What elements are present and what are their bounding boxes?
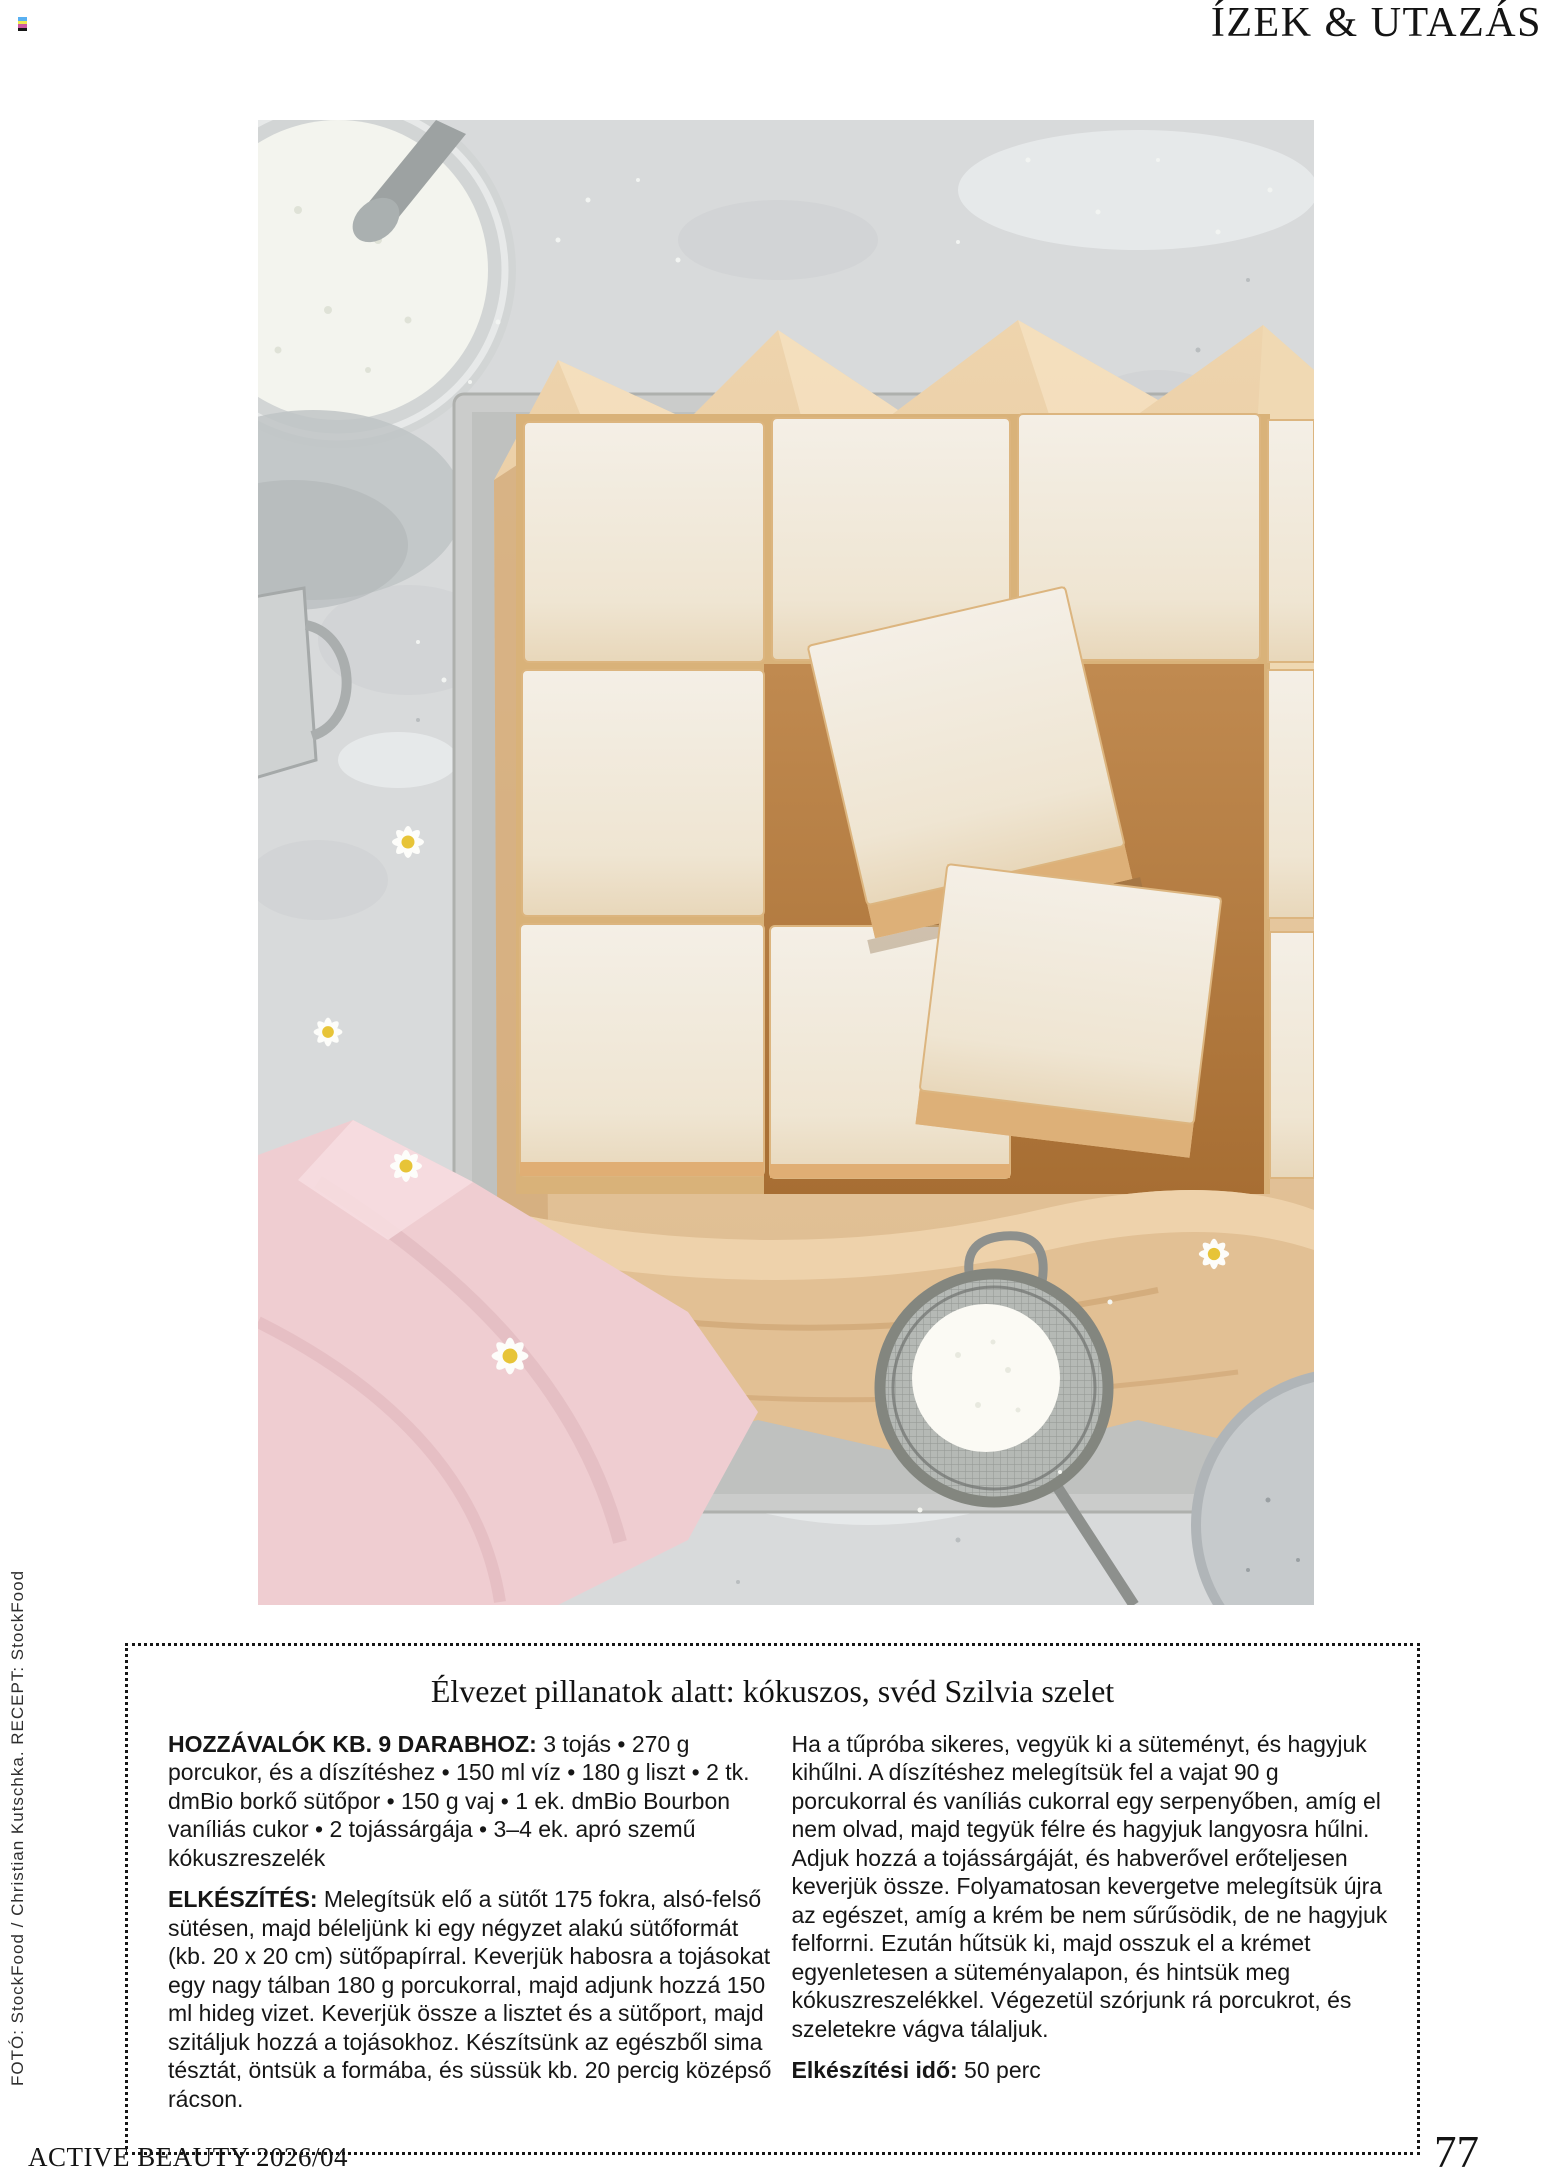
cake-squares: [516, 414, 1314, 1194]
prep-time-label: Elkészítési idő:: [791, 2057, 958, 2084]
prep-time-paragraph: [792, 2056, 1400, 2085]
method-text: Melegítsük elő a sütőt 175 fokra, alsó-felső sütésen, majd béleljünk ki egy négyzet alakú sütőformát (kb. 20 x 20 cm) sütőpapírral. Keverjük habosra a tojásokat egy nagy tálban 180 g porcukorral, majd adjunk hozzá 150 ml hideg vizet. Keverjük össze a lisztet és a sütőport, majd szitáljuk hozzá a tojásokhoz. Készítsünk az egészből sima tésztát, öntsük a formába, és süssük kb. 20 percig középső rácson.: [168, 1886, 772, 2112]
prep-time-value: 50 perc: [957, 2057, 1041, 2084]
recipe-photo: [258, 120, 1314, 1605]
recipe-box: [125, 1643, 1420, 2155]
photo-credit: FOTÓ: StockFood / Christian Kutschka. RECEPT: StockFood: [8, 1569, 27, 2086]
print-color-bar-icon: [18, 17, 27, 31]
recipe-photo-illustration: [258, 120, 1314, 1605]
recipe-left-column: [168, 1730, 776, 2127]
section-header: ÍZEK & UTAZÁS: [1210, 0, 1542, 46]
recipe-title: Élvezet pillanatok alatt: kókuszos, svéd Szilvia szelet: [430, 1673, 1115, 1709]
tilted-cake-square-2: [915, 864, 1221, 1158]
black-stripe: [18, 28, 27, 32]
recipe-right-column: [792, 1730, 1400, 2127]
ingredients-label: HOZZÁVALÓK KB. 9 DARABHOZ:: [168, 1730, 537, 1757]
magazine-issue: ACTIVE BEAUTY 2026/04: [28, 2142, 348, 2172]
ingredients-text: 3 tojás • 270 g porcukor, és a díszítéshez • 150 ml víz • 180 g liszt • 2 tk. dmBio borkő sütőpor • 150 g vaj • 1 ek. dmBio Bourbon vaníliás cukor • 2 tojássárgája • 3–4 ek. apró szemű kókuszreszelék: [168, 1730, 750, 1871]
method-paragraph: [168, 1885, 776, 2113]
method-continued-paragraph: [792, 1730, 1400, 2044]
coconut-mound: [912, 1304, 1060, 1452]
recipe-columns: [128, 1730, 1417, 2153]
method-label: ELKÉSZÍTÉS:: [168, 1886, 318, 1913]
ingredients-paragraph: [168, 1730, 776, 1873]
method-continued-text: Ha a tűpróba sikeres, vegyük ki a süteményt, és hagyjuk kihűlni. A díszítéshez melegítsük fel a vajat 90 g porcukorral és vaníliás cukorral egy serpenyőben, amíg el nem olvad, majd tegyük félre és hagyjuk langyosra hűlni. Adjuk hozzá a tojássárgáját, és habverővel erőteljesen keverjük össze. Folyamatosan kevergetve melegítsük újra az egészet, amíg a krém be nem sűrűsödik, de ne hagyjuk felforrni. Ezután hűtsük ki, majd osszuk el a krémet egyenletesen a süteményalapon, és hintsük meg kókuszreszelékkel. Végezetül szórjunk rá porcukrot, és szeletekre vágva tálaljuk.: [791, 1730, 1388, 2042]
page-number: 77: [1434, 2127, 1479, 2174]
